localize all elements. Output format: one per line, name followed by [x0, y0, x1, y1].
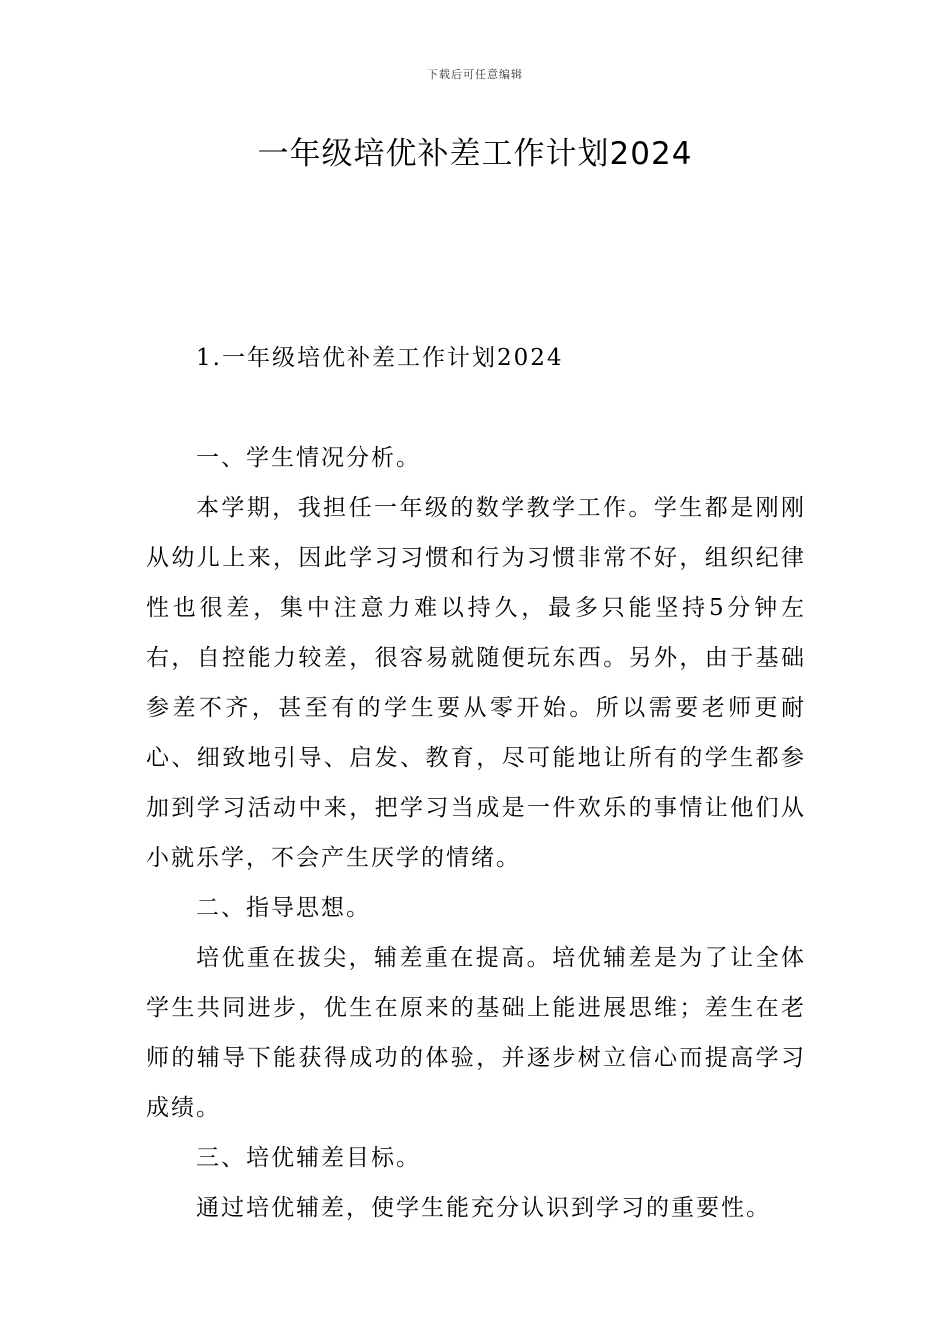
section-3-heading: 三、培优辅差目标。: [196, 1145, 421, 1171]
section-1-heading: 一、学生情况分析。: [196, 445, 421, 471]
section-2-paragraph: 培优重在拔尖，辅差重在提高。培优辅差是为了让全体学生共同进步，优生在原来的基础上能进展思维；差生在老师的辅导下能获得成功的体验，并逐步树立信心而提高学习成绩。: [146, 945, 806, 1121]
document-body: [146, 333, 806, 1233]
section-2-heading: 二、指导思想。: [196, 895, 371, 921]
list-item-title: 1.一年级培优补差工作计划2024: [196, 345, 564, 371]
section-3-paragraph: 通过培优辅差，使学生能充分认识到学习的重要性。: [196, 1195, 771, 1221]
document-title: 一年级培优补差工作计划2024: [257, 136, 693, 172]
section-1-paragraph: 本学期，我担任一年级的数学教学工作。学生都是刚刚从幼儿上来，因此学习习惯和行为习惯非常不好，组织纪律性也很差，集中注意力难以持久，最多只能坚持5分钟左右，自控能力较差，很容易就随便玩东西。另外，由于基础参差不齐，甚至有的学生要从零开始。所以需要老师更耐心、细致地引导、启发、教育，尽可能地让所有的学生都参加到学习活动中来，把学习当成是一件欢乐的事情让他们从小就乐学，不会产生厌学的情绪。: [146, 495, 806, 871]
header-note: 下载后可任意编辑: [427, 68, 523, 81]
